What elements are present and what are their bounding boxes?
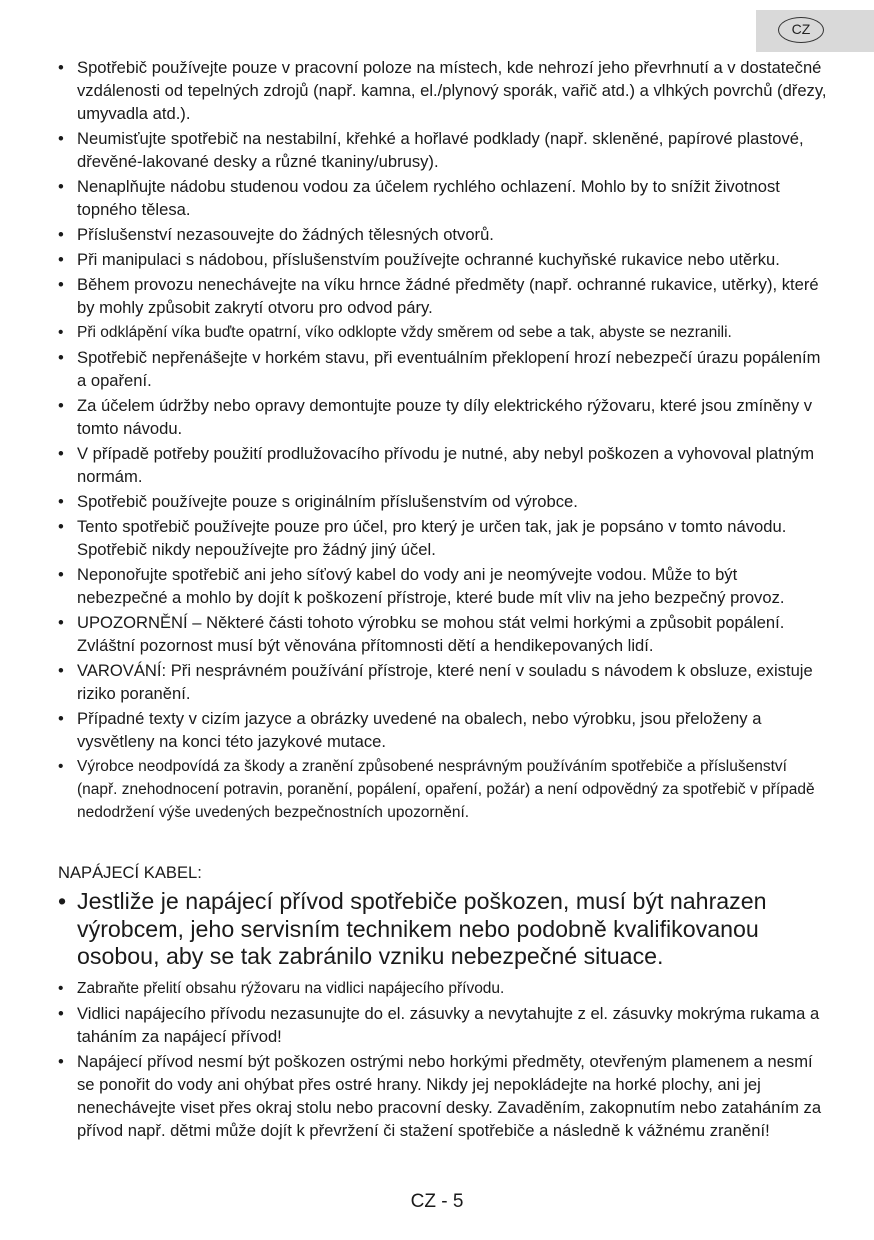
- list-item: • Spotřebič nepřenášejte v horkém stavu, při eventuálním překlopení hrozí nebezpečí úrazu popálením a opaření.: [58, 346, 828, 392]
- list-item: • Při manipulaci s nádobou, příslušenstvím používejte ochranné kuchyňské rukavice nebo utěrku.: [58, 248, 828, 271]
- section-heading: NAPÁJECÍ KABEL:: [58, 863, 202, 882]
- list-item: • Při odklápění víka buďte opatrní, víko odklopte vždy směrem od sebe a tak, abyste se nezranili.: [58, 321, 828, 344]
- list-item: • Neponořujte spotřebič ani jeho síťový kabel do vody ani je neomývejte vodou. Může to být nebezpečné a mohlo by dojít k poškození přístroje, které bude mít vliv na jeho bezpečný provoz.: [58, 563, 828, 609]
- language-badge: CZ: [778, 17, 824, 43]
- list-item: • Příslušenství nezasouvejte do žádných tělesných otvorů.: [58, 223, 828, 246]
- list-item: • V případě potřeby použití prodlužovacího přívodu je nutné, aby nebyl poškozen a vyhovoval platným normám.: [58, 442, 828, 488]
- list-item: • Vidlici napájecího přívodu nezasunujte do el. zásuvky a nevytahujte z el. zásuvky mokrýma rukama a taháním za napájecí přívod!: [58, 1002, 828, 1048]
- list-item: • Během provozu nenechávejte na víku hrnce žádné předměty (např. ochranné rukavice, utěrky), které by mohly způsobit zakrytí otvoru pro odvod páry.: [58, 273, 828, 319]
- list-item: • Napájecí přívod nesmí být poškozen ostrými nebo horkými předměty, otevřeným plamenem a nesmí se ponořit do vody ani ohýbat přes ostré hrany. Nikdy jej nepokládejte na horké plochy, ani jej nenechávejte viset přes okraj stolu nebo pracovní desky. Zavaděním, zakopnutím nebo zataháním za přívod např. dětmi může dojít k převržení či stažení spotřebiče a následně k vážnému zranění!: [58, 1050, 828, 1142]
- list-item: • Případné texty v cizím jazyce a obrázky uvedené na obalech, nebo výrobku, jsou přeloženy a vysvětleny na konci této jazykové mutace.: [58, 707, 828, 753]
- page-number: CZ - 5: [410, 1191, 464, 1212]
- language-tab: [756, 10, 874, 52]
- power-cable-list: [58, 888, 828, 1144]
- list-item: • Výrobce neodpovídá za škody a zranění způsobené nesprávným používáním spotřebiče a příslušenství (např. znehodnocení potravin, poranění, popálení, opaření, požár) a není odpovědný za spotřebič v případě nedodržení výše uvedených bezpečnostních upozornění.: [58, 755, 828, 824]
- list-item: • Nenaplňujte nádobu studenou vodou za účelem rychlého ochlazení. Mohlo by to snížit životnost topného tělesa.: [58, 175, 828, 221]
- list-item: • Tento spotřebič používejte pouze pro účel, pro který je určen tak, jak je popsáno v tomto návodu. Spotřebič nikdy nepoužívejte pro žádný jiný účel.: [58, 515, 828, 561]
- list-item: • Za účelem údržby nebo opravy demontujte pouze ty díly elektrického rýžovaru, které jsou zmíněny v tomto návodu.: [58, 394, 828, 440]
- list-item: • VAROVÁNÍ: Při nesprávném používání přístroje, které není v souladu s návodem k obsluze, existuje riziko poranění.: [58, 659, 828, 705]
- list-item: • Zabraňte přelití obsahu rýžovaru na vidlici napájecího přívodu.: [58, 977, 828, 1000]
- list-item: • Spotřebič používejte pouze v pracovní poloze na místech, kde nehrozí jeho převrhnutí a v dostatečné vzdálenosti od tepelných zdrojů (např. kamna, el./plynový sporák, vařič atd.) a vlhkých povrchů (dřezy, umyvadla atd.).: [58, 56, 828, 125]
- list-item: • Spotřebič používejte pouze s originálním příslušenstvím od výrobce.: [58, 490, 828, 513]
- list-item: • UPOZORNĚNÍ – Některé části tohoto výrobku se mohou stát velmi horkými a způsobit popálení. Zvláštní pozornost musí být věnována přítomnosti dětí a hendikepovaných lidí.: [58, 611, 828, 657]
- safety-instructions-list: [58, 56, 828, 826]
- list-item: • Neumisťujte spotřebič na nestabilní, křehké a hořlavé podklady (např. skleněné, papírové plastové, dřevěné-lakované desky a různé tkaniny/ubrusy).: [58, 127, 828, 173]
- list-item: • Jestliže je napájecí přívod spotřebiče poškozen, musí být nahrazen výrobcem, jeho servisním technikem nebo podobně kvalifikovanou osobou, aby se tak zabránilo vzniku nebezpečné situace.: [58, 888, 828, 971]
